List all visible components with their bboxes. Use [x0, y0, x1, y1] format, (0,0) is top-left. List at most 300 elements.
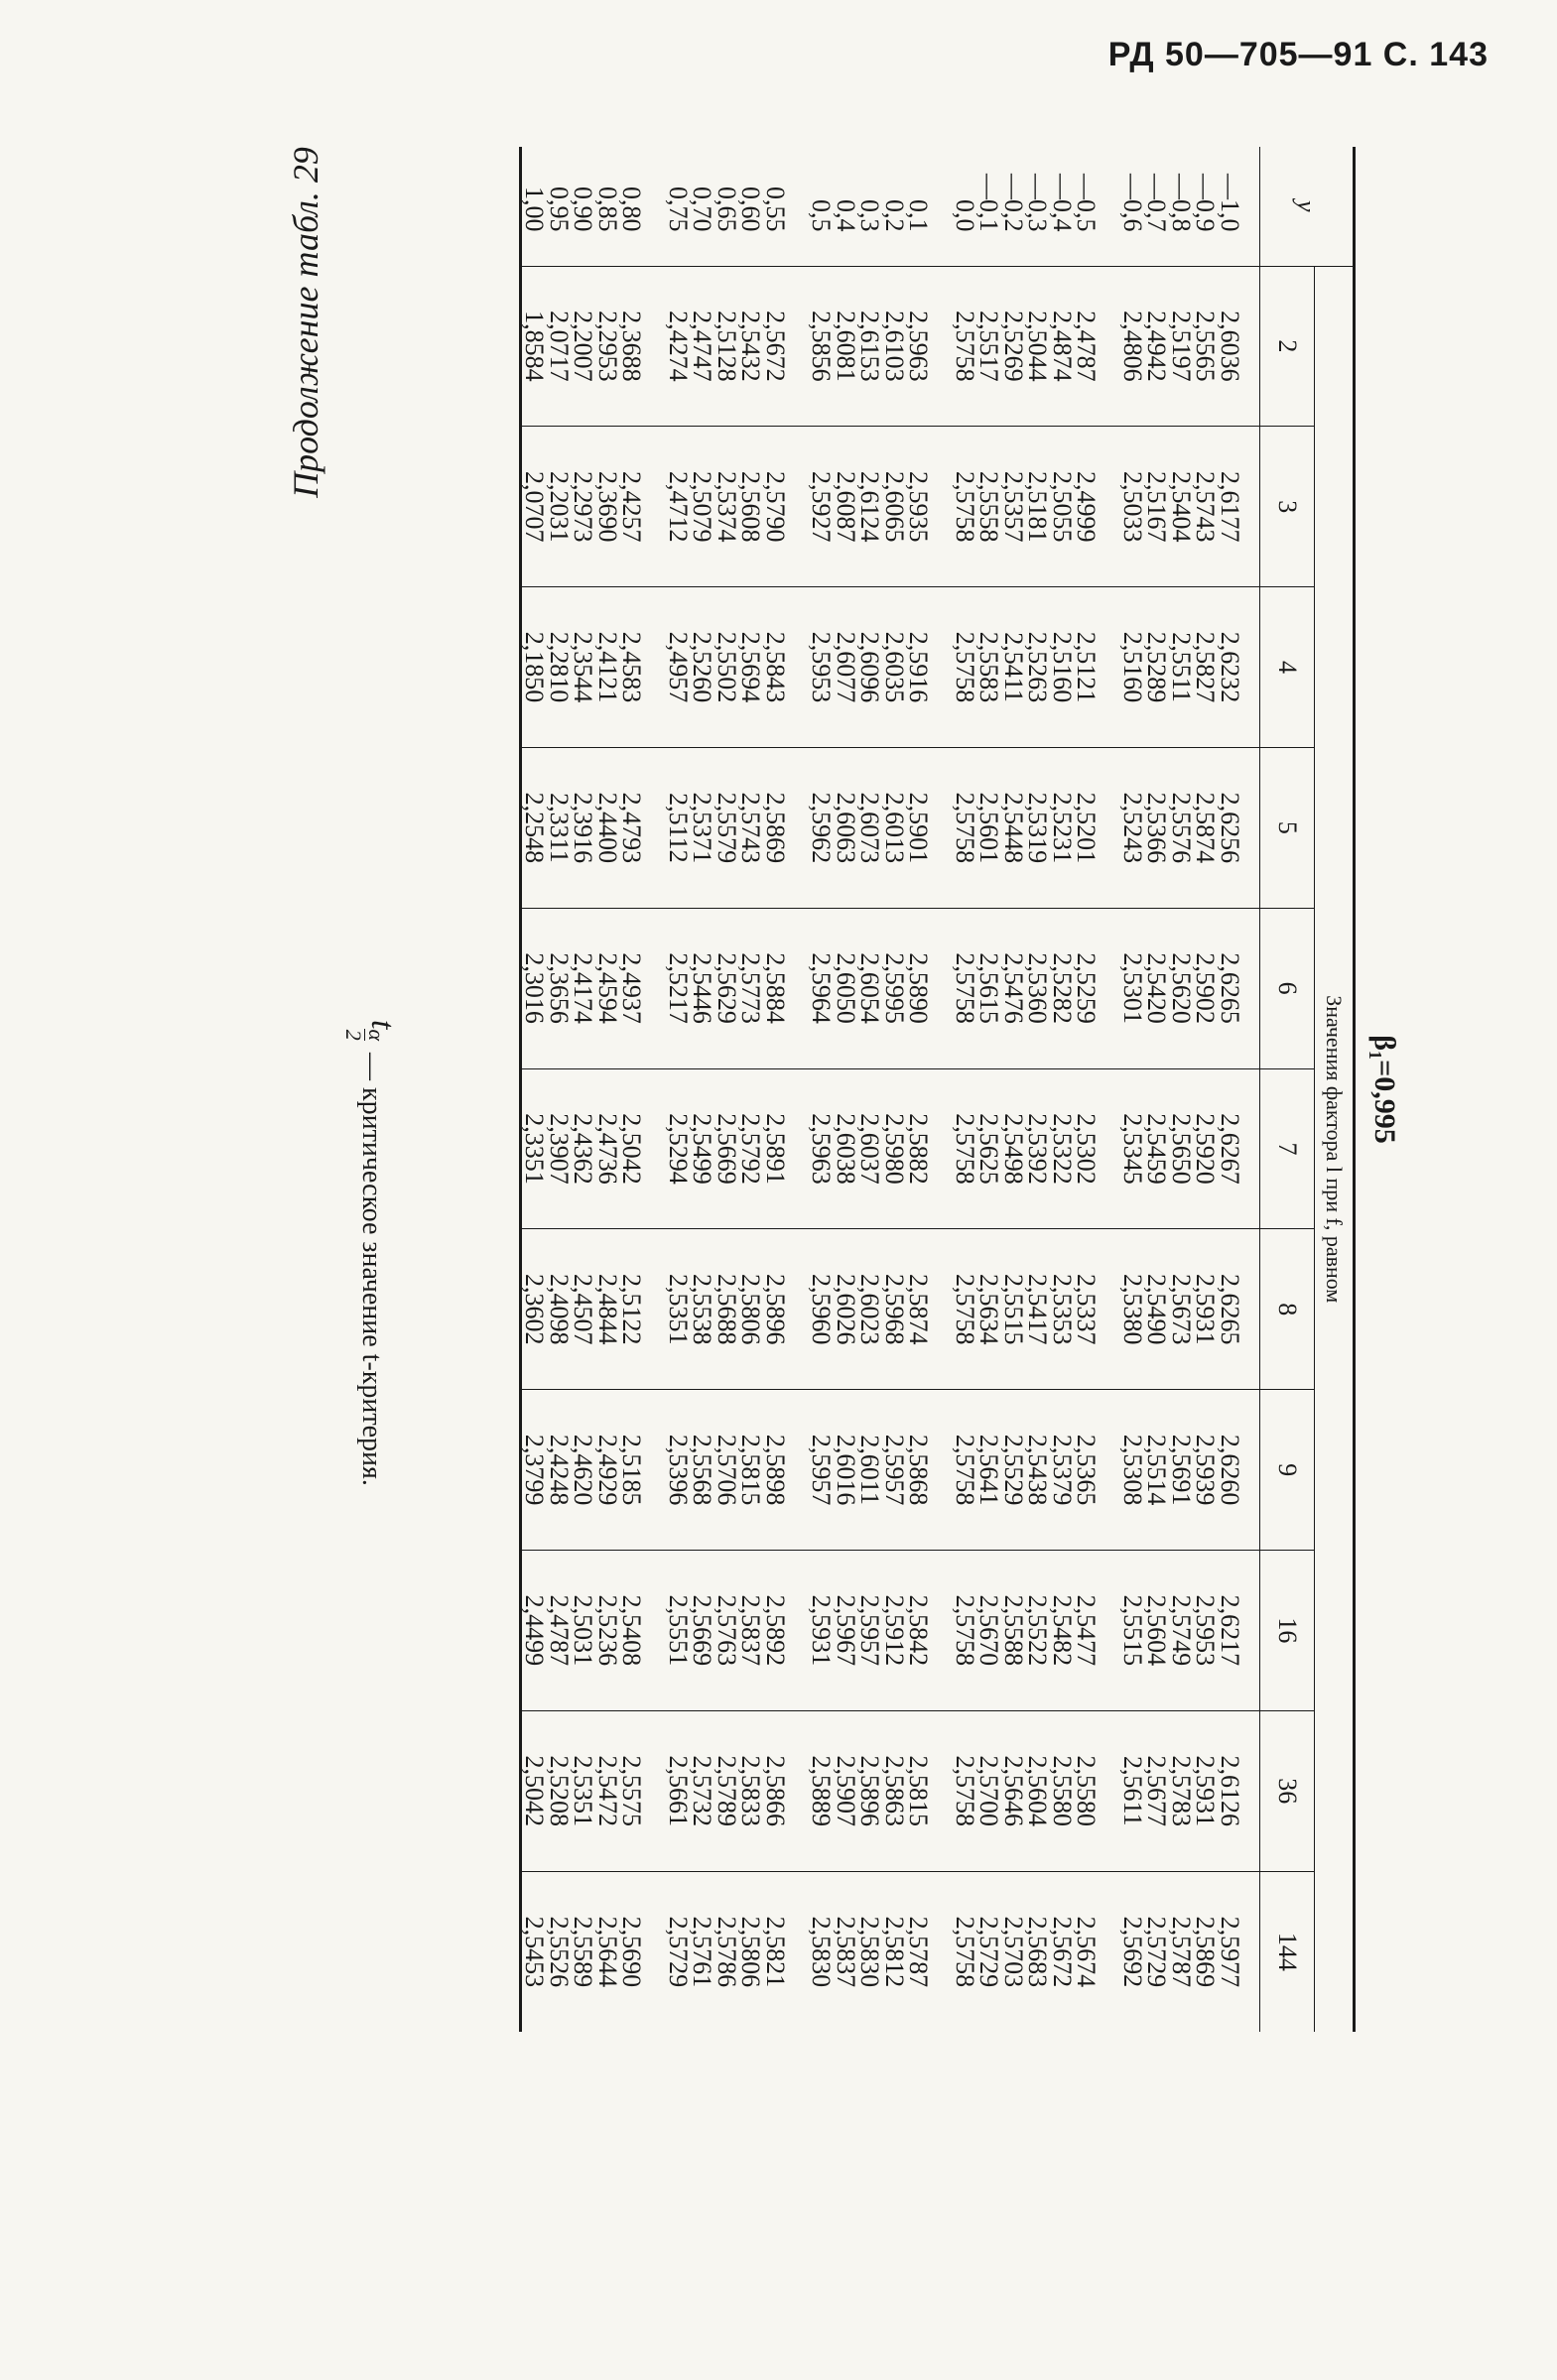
- value-cell: 2,5417: [1025, 1229, 1050, 1390]
- value-cell: 2,5786: [714, 1871, 739, 2032]
- y-value-cell: 0,0: [953, 147, 977, 266]
- value-cell: 2,5608: [738, 427, 763, 587]
- value-cell: 2,5079: [690, 427, 714, 587]
- table-row: [666, 147, 691, 2032]
- value-cell: 2,5366: [1144, 747, 1169, 908]
- value-cell: 2,6077: [834, 587, 858, 748]
- value-cell: 2,5042: [521, 1710, 547, 1871]
- value-cell: 2,6038: [834, 1068, 858, 1229]
- value-cell: 2,5620: [1169, 908, 1194, 1068]
- value-cell: 2,5526: [547, 1871, 572, 2032]
- value-cell: 2,5896: [857, 1710, 882, 1871]
- value-cell: 2,5580: [1050, 1710, 1075, 1871]
- value-cell: 2,5743: [738, 747, 763, 908]
- value-cell: 1,8584: [521, 266, 547, 427]
- value-cell: 2,5576: [1169, 747, 1194, 908]
- value-cell: 2,5939: [1193, 1390, 1218, 1551]
- value-cell: 2,5953: [1193, 1551, 1218, 1711]
- value-cell: 2,3916: [571, 747, 595, 908]
- y-value-cell: 0,5: [809, 147, 834, 266]
- f-column-header: 4: [1260, 587, 1315, 748]
- value-cell: 2,4507: [571, 1229, 595, 1390]
- value-cell: 2,4274: [666, 266, 691, 427]
- rotated-table-block: [304, 147, 1407, 2032]
- table-row: [1193, 147, 1218, 2032]
- value-cell: 2,6217: [1218, 1551, 1260, 1711]
- value-cell: 2,4248: [547, 1390, 572, 1551]
- value-cell: 2,5579: [714, 747, 739, 908]
- value-cell: 2,5411: [1001, 587, 1026, 748]
- value-cell: 2,4874: [1050, 266, 1075, 427]
- value-cell: 2,5884: [763, 908, 810, 1068]
- value-cell: 2,4736: [595, 1068, 620, 1229]
- value-cell: 2,5691: [1169, 1390, 1194, 1551]
- table-row: [1001, 147, 1026, 2032]
- value-cell: 2,5868: [906, 1390, 953, 1551]
- value-cell: 2,5898: [763, 1390, 810, 1551]
- value-cell: 2,5472: [595, 1710, 620, 1871]
- table-row: [1120, 147, 1145, 2032]
- value-cell: 2,5490: [1144, 1229, 1169, 1390]
- y-value-cell: 0,80: [619, 147, 666, 266]
- y-value-cell: 0,85: [595, 147, 620, 266]
- value-cell: 2,5669: [690, 1551, 714, 1711]
- y-value-cell: —1,0: [1218, 147, 1260, 266]
- value-cell: 2,3799: [521, 1390, 547, 1551]
- value-cell: 2,6096: [857, 587, 882, 748]
- value-cell: 2,5866: [763, 1710, 810, 1871]
- value-cell: 2,5128: [714, 266, 739, 427]
- value-cell: 2,3907: [547, 1068, 572, 1229]
- value-cell: 2,5830: [809, 1871, 834, 2032]
- value-cell: 2,5789: [714, 1710, 739, 1871]
- value-cell: 2,3311: [547, 747, 572, 908]
- value-cell: 2,2007: [571, 266, 595, 427]
- value-cell: 2,5902: [1193, 908, 1218, 1068]
- value-cell: 2,4362: [571, 1068, 595, 1229]
- table-row: [976, 147, 1001, 2032]
- value-cell: 2,6050: [834, 908, 858, 1068]
- value-cell: 2,5787: [1169, 1871, 1194, 2032]
- value-cell: 2,5404: [1169, 427, 1194, 587]
- value-cell: 2,5896: [763, 1229, 810, 1390]
- value-cell: 2,5931: [1193, 1710, 1218, 1871]
- y-value-cell: —0,8: [1169, 147, 1194, 266]
- f-column-header: 144: [1260, 1871, 1315, 2032]
- value-cell: 2,5453: [521, 1871, 547, 2032]
- value-cell: 2,6026: [834, 1229, 858, 1390]
- value-cell: 2,5601: [976, 747, 1001, 908]
- value-cell: 2,5625: [976, 1068, 1001, 1229]
- value-cell: 2,5931: [809, 1551, 834, 1711]
- f-column-header: 36: [1260, 1710, 1315, 1871]
- value-cell: 2,5515: [1001, 1229, 1026, 1390]
- value-cell: 2,4121: [595, 587, 620, 748]
- y-value-cell: —0,5: [1074, 147, 1120, 266]
- value-cell: 2,4957: [666, 587, 691, 748]
- value-cell: 2,6013: [882, 747, 907, 908]
- table-row: [521, 147, 547, 2032]
- footnote-subscript: [342, 1029, 387, 1041]
- value-cell: 2,5732: [690, 1710, 714, 1871]
- value-cell: 2,3656: [547, 908, 572, 1068]
- value-cell: 2,5758: [953, 1710, 977, 1871]
- value-cell: 2,5482: [1050, 1551, 1075, 1711]
- f-column-header: 5: [1260, 747, 1315, 908]
- value-cell: 2,5365: [1074, 1390, 1120, 1551]
- value-cell: 2,5694: [738, 587, 763, 748]
- f-column-header: 7: [1260, 1068, 1315, 1229]
- value-cell: 2,4793: [619, 747, 666, 908]
- value-cell: 2,5644: [595, 1871, 620, 2032]
- value-cell: 2,5380: [1120, 1229, 1145, 1390]
- value-cell: 2,6054: [857, 908, 882, 1068]
- value-cell: 2,5690: [619, 1871, 666, 2032]
- value-cell: 2,3351: [521, 1068, 547, 1229]
- value-cell: 2,5181: [1025, 427, 1050, 587]
- value-cell: 2,5611: [1120, 1710, 1145, 1871]
- value-cell: 2,5761: [690, 1871, 714, 2032]
- value-cell: 2,5289: [1144, 587, 1169, 748]
- table-row: [619, 147, 666, 2032]
- table-row: [1218, 147, 1260, 2032]
- value-cell: 2,5661: [666, 1710, 691, 1871]
- value-cell: 2,5953: [809, 587, 834, 748]
- table-row: [882, 147, 907, 2032]
- value-cell: 2,5995: [882, 908, 907, 1068]
- f-column-header: 9: [1260, 1390, 1315, 1551]
- table-row: [1169, 147, 1194, 2032]
- value-cell: 2,5558: [976, 427, 1001, 587]
- y-value-cell: 0,3: [857, 147, 882, 266]
- value-cell: 2,5927: [809, 427, 834, 587]
- value-cell: 2,5968: [882, 1229, 907, 1390]
- value-cell: 2,5980: [882, 1068, 907, 1229]
- value-cell: 2,0717: [547, 266, 572, 427]
- table-header-f-row: [1260, 147, 1315, 2032]
- value-cell: 2,5580: [1074, 1710, 1120, 1871]
- value-cell: 2,5889: [809, 1710, 834, 1871]
- value-cell: 2,5432: [738, 266, 763, 427]
- value-cell: 2,5396: [666, 1390, 691, 1551]
- value-cell: 2,5583: [976, 587, 1001, 748]
- value-cell: 2,5729: [666, 1871, 691, 2032]
- value-cell: 2,4499: [521, 1551, 547, 1711]
- value-cell: 2,5758: [953, 1871, 977, 2032]
- value-cell: 2,5167: [1144, 427, 1169, 587]
- table-row: [1144, 147, 1169, 2032]
- y-value-cell: 0,75: [666, 147, 691, 266]
- value-cell: 2,6081: [834, 266, 858, 427]
- value-cell: 2,5322: [1050, 1068, 1075, 1229]
- table-row: [1050, 147, 1075, 2032]
- value-cell: 2,5677: [1144, 1710, 1169, 1871]
- value-cell: 2,5263: [1025, 587, 1050, 748]
- value-cell: 2,5833: [738, 1710, 763, 1871]
- value-cell: 2,5806: [738, 1871, 763, 2032]
- table-row: [857, 147, 882, 2032]
- value-cell: 2,5308: [1120, 1390, 1145, 1551]
- value-cell: 2,5604: [1144, 1551, 1169, 1711]
- value-cell: 2,5790: [763, 427, 810, 587]
- value-cell: 2,5901: [906, 747, 953, 908]
- footnote-subscript-denominator: 2: [341, 1029, 366, 1041]
- value-cell: 2,5931: [1193, 1229, 1218, 1390]
- table-row: [809, 147, 834, 2032]
- beta-label: β₁=0,995: [1368, 1035, 1401, 1144]
- value-cell: 2,5963: [809, 1068, 834, 1229]
- value-cell: 2,5843: [763, 587, 810, 748]
- value-cell: 2,5837: [738, 1551, 763, 1711]
- value-cell: 2,4942: [1144, 266, 1169, 427]
- table-row: [738, 147, 763, 2032]
- value-cell: 2,4594: [595, 908, 620, 1068]
- value-cell: 2,5856: [809, 266, 834, 427]
- value-cell: 2,5672: [763, 266, 810, 427]
- value-cell: 2,4806: [1120, 266, 1145, 427]
- value-cell: 2,5758: [953, 747, 977, 908]
- value-cell: 2,5706: [714, 1390, 739, 1551]
- value-cell: 2,5575: [619, 1710, 666, 1871]
- table-row: [953, 147, 977, 2032]
- table-row: [763, 147, 810, 2032]
- value-cell: 2,5806: [738, 1229, 763, 1390]
- y-value-cell: —0,4: [1050, 147, 1075, 266]
- value-cell: 2,5688: [714, 1229, 739, 1390]
- value-cell: 2,5589: [571, 1871, 595, 2032]
- value-cell: 2,5874: [906, 1229, 953, 1390]
- value-cell: 2,5302: [1074, 1068, 1120, 1229]
- y-value-cell: 0,65: [714, 147, 739, 266]
- value-cell: 2,6035: [882, 587, 907, 748]
- value-cell: 2,5185: [619, 1390, 666, 1551]
- value-cell: 2,2031: [547, 427, 572, 587]
- value-cell: 2,6256: [1218, 747, 1260, 908]
- critical-values-table: [519, 147, 1356, 2032]
- value-cell: 2,4937: [619, 908, 666, 1068]
- value-cell: 2,5882: [906, 1068, 953, 1229]
- value-cell: 2,5231: [1050, 747, 1075, 908]
- f-column-header: 16: [1260, 1551, 1315, 1711]
- value-cell: 2,4098: [547, 1229, 572, 1390]
- value-cell: 2,5042: [619, 1068, 666, 1229]
- table-row: [1025, 147, 1050, 2032]
- value-cell: 2,5758: [953, 1390, 977, 1551]
- y-value-cell: —0,3: [1025, 147, 1050, 266]
- value-cell: 2,3544: [571, 587, 595, 748]
- value-cell: 2,5758: [953, 266, 977, 427]
- table-row: [714, 147, 739, 2032]
- value-cell: 2,5269: [1001, 266, 1026, 427]
- y-value-cell: —0,7: [1144, 147, 1169, 266]
- value-cell: 2,5351: [666, 1229, 691, 1390]
- value-cell: 2,5499: [690, 1068, 714, 1229]
- value-cell: 2,5964: [809, 908, 834, 1068]
- y-value-cell: 0,1: [906, 147, 953, 266]
- value-cell: 2,4174: [571, 908, 595, 1068]
- value-cell: 2,5641: [976, 1390, 1001, 1551]
- table-header-group-row: [1315, 147, 1355, 2032]
- y-value-cell: 0,95: [547, 147, 572, 266]
- value-cell: 2,5758: [953, 1551, 977, 1711]
- value-cell: 2,5502: [714, 587, 739, 748]
- value-cell: 2,5815: [738, 1390, 763, 1551]
- footnote-text: — критическое значение t-критерия.: [356, 1053, 388, 1486]
- value-cell: 2,4787: [1074, 266, 1120, 427]
- value-cell: 2,5337: [1074, 1229, 1120, 1390]
- value-cell: 2,6011: [857, 1390, 882, 1551]
- value-cell: 2,5869: [1193, 1871, 1218, 2032]
- value-cell: 2,5615: [976, 908, 1001, 1068]
- value-cell: 2,5420: [1144, 908, 1169, 1068]
- footnote-subscript-numerator: α: [364, 1029, 389, 1042]
- value-cell: 2,5957: [809, 1390, 834, 1551]
- value-cell: 2,5960: [809, 1229, 834, 1390]
- value-cell: 2,5787: [906, 1871, 953, 2032]
- table-row: [595, 147, 620, 2032]
- value-cell: 2,5517: [976, 266, 1001, 427]
- table-body: [521, 147, 1260, 2032]
- value-cell: 2,5319: [1025, 747, 1050, 908]
- value-cell: 2,5957: [857, 1551, 882, 1711]
- value-cell: 2,5515: [1120, 1551, 1145, 1711]
- value-cell: 2,5957: [882, 1390, 907, 1551]
- value-cell: 2,5692: [1120, 1871, 1145, 2032]
- value-cell: 2,6126: [1218, 1710, 1260, 1871]
- value-cell: 2,5031: [571, 1551, 595, 1711]
- value-cell: 2,5891: [763, 1068, 810, 1229]
- table-row: [690, 147, 714, 2032]
- value-cell: 2,5236: [595, 1551, 620, 1711]
- y-value-cell: 0,60: [738, 147, 763, 266]
- value-cell: 2,5874: [1193, 747, 1218, 908]
- y-value-cell: 1,00: [521, 147, 547, 266]
- value-cell: 2,5529: [1001, 1390, 1026, 1551]
- value-cell: 2,6023: [857, 1229, 882, 1390]
- value-cell: 2,5837: [834, 1871, 858, 2032]
- value-cell: 2,6267: [1218, 1068, 1260, 1229]
- table-row: [571, 147, 595, 2032]
- value-cell: 2,2953: [595, 266, 620, 427]
- value-cell: 2,5629: [714, 908, 739, 1068]
- f-column-header: 6: [1260, 908, 1315, 1068]
- f-column-header: 3: [1260, 427, 1315, 587]
- value-cell: 2,5476: [1001, 908, 1026, 1068]
- value-cell: 2,5842: [906, 1551, 953, 1711]
- value-cell: 2,5962: [809, 747, 834, 908]
- value-cell: 2,3602: [521, 1229, 547, 1390]
- value-cell: 2,2973: [571, 427, 595, 587]
- y-value-cell: 0,90: [571, 147, 595, 266]
- value-cell: 2,5301: [1120, 908, 1145, 1068]
- value-cell: 2,5758: [953, 908, 977, 1068]
- y-value-cell: —0,1: [976, 147, 1001, 266]
- value-cell: 2,5634: [976, 1229, 1001, 1390]
- value-cell: 2,4929: [595, 1390, 620, 1551]
- value-cell: 2,5438: [1025, 1390, 1050, 1551]
- value-cell: 2,6063: [834, 747, 858, 908]
- value-cell: 2,5357: [1001, 427, 1026, 587]
- value-cell: 2,5522: [1025, 1551, 1050, 1711]
- y-value-cell: 0,55: [763, 147, 810, 266]
- y-column-header: y: [1260, 147, 1355, 266]
- value-cell: 2,5703: [1001, 1871, 1026, 2032]
- value-cell: 2,5160: [1050, 587, 1075, 748]
- value-cell: 2,5374: [714, 427, 739, 587]
- value-cell: 2,6232: [1218, 587, 1260, 748]
- value-cell: 2,5259: [1074, 908, 1120, 1068]
- value-cell: 2,4747: [690, 266, 714, 427]
- value-cell: 2,5646: [1001, 1710, 1026, 1871]
- value-cell: 2,4999: [1074, 427, 1120, 587]
- value-cell: 2,6124: [857, 427, 882, 587]
- value-cell: 2,6265: [1218, 1229, 1260, 1390]
- footnote-symbol: t: [364, 1020, 401, 1030]
- value-cell: 2,5907: [834, 1710, 858, 1871]
- y-value-cell: —0,9: [1193, 147, 1218, 266]
- value-cell: 2,0707: [521, 427, 547, 587]
- value-cell: 2,5815: [906, 1710, 953, 1871]
- value-cell: 2,4712: [666, 427, 691, 587]
- value-cell: 2,6177: [1218, 427, 1260, 587]
- table-row: [1074, 147, 1120, 2032]
- value-cell: 2,5812: [882, 1871, 907, 2032]
- value-cell: 2,5892: [763, 1551, 810, 1711]
- value-cell: 2,5197: [1169, 266, 1194, 427]
- value-cell: 2,5683: [1025, 1871, 1050, 2032]
- value-cell: 2,5351: [571, 1710, 595, 1871]
- factor-group-header: Значения фактора l при f, равном: [1315, 266, 1355, 2032]
- value-cell: 2,5670: [976, 1551, 1001, 1711]
- value-cell: 2,5673: [1169, 1229, 1194, 1390]
- value-cell: 2,5773: [738, 908, 763, 1068]
- y-value-cell: —0,6: [1120, 147, 1145, 266]
- value-cell: 2,5749: [1169, 1551, 1194, 1711]
- value-cell: 2,6087: [834, 427, 858, 587]
- value-cell: 2,5650: [1169, 1068, 1194, 1229]
- value-cell: 2,4844: [595, 1229, 620, 1390]
- value-cell: 2,5967: [834, 1551, 858, 1711]
- value-cell: 2,5963: [906, 266, 953, 427]
- continuation-note: Продолжение табл. 29: [286, 147, 325, 498]
- value-cell: 2,5208: [547, 1710, 572, 1871]
- y-value-cell: 0,70: [690, 147, 714, 266]
- value-cell: 2,5360: [1025, 908, 1050, 1068]
- value-cell: 2,5112: [666, 747, 691, 908]
- value-cell: 2,3016: [521, 908, 547, 1068]
- y-value-cell: 0,2: [882, 147, 907, 266]
- y-value-cell: —0,2: [1001, 147, 1026, 266]
- value-cell: 2,5588: [1001, 1551, 1026, 1711]
- f-column-header: 8: [1260, 1229, 1315, 1390]
- value-cell: 2,5729: [976, 1871, 1001, 2032]
- value-cell: 2,6016: [834, 1390, 858, 1551]
- value-cell: 2,5568: [690, 1390, 714, 1551]
- value-cell: 2,5729: [1144, 1871, 1169, 2032]
- value-cell: 2,5538: [690, 1229, 714, 1390]
- value-cell: 2,6153: [857, 266, 882, 427]
- value-cell: 2,5408: [619, 1551, 666, 1711]
- t-alpha-symbol: [342, 1020, 401, 1041]
- value-cell: 2,4257: [619, 427, 666, 587]
- value-cell: 2,6073: [857, 747, 882, 908]
- footnote: [342, 1020, 401, 1486]
- value-cell: 2,5498: [1001, 1068, 1026, 1229]
- value-cell: 2,5669: [714, 1068, 739, 1229]
- value-cell: 2,5565: [1193, 266, 1218, 427]
- value-cell: 2,5674: [1074, 1871, 1120, 2032]
- value-cell: 2,5379: [1050, 1390, 1075, 1551]
